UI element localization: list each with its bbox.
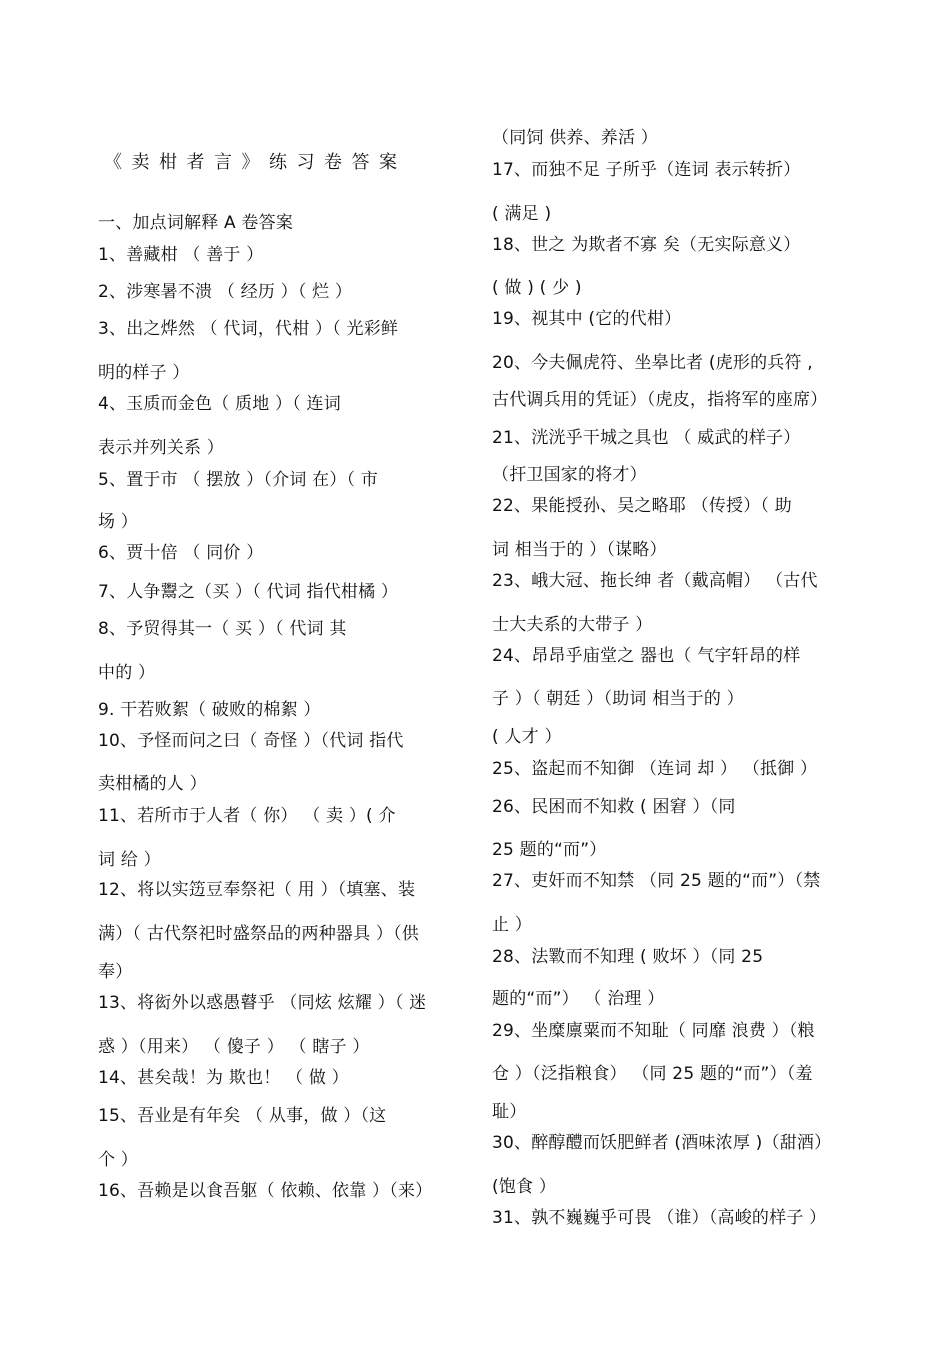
answer-line: 题的“而”） （ 治理 ） xyxy=(492,989,665,1009)
document-title: 《卖柑者言》练习卷答案 xyxy=(104,152,407,173)
answer-line: 子 ）（ 朝廷 ）（助词 相当于的 ） xyxy=(492,689,744,709)
answer-line: 明的样子 ） xyxy=(98,363,190,383)
answer-line: ( 做 ) ( 少 ) xyxy=(492,278,582,298)
answer-line: 26、民困而不知救 ( 困窘 ）（同 xyxy=(492,797,736,817)
answer-line: 4、玉质而金色（ 质地 ）（ 连词 xyxy=(98,394,341,414)
answer-line: ( 人才 ） xyxy=(492,727,562,747)
answer-line: 满）（ 古代祭祀时盛祭品的两种器具 ）（供 xyxy=(98,924,420,944)
answer-line: 21、洸洸乎干城之具也 （ 威武的样子） xyxy=(492,428,801,448)
answer-line: 个 ） xyxy=(98,1150,139,1170)
answer-line: 14、甚矣哉！为 欺也！ （ 做 ） xyxy=(98,1068,349,1088)
answer-line: 13、将衒外以惑愚瞽乎 （同炫 炫耀 ）（ 迷 xyxy=(98,993,427,1013)
answer-line: 19、视其中 (它的代柑） xyxy=(492,309,682,329)
answer-line: 耻） xyxy=(492,1102,527,1122)
answer-line: 中的 ） xyxy=(98,663,156,683)
answer-line: 士大夫系的大带子 ） xyxy=(492,615,653,635)
answer-line: 17、而独不足 子所乎（连词 表示转折） xyxy=(492,160,801,180)
answer-line: 25 题的“而”） xyxy=(492,840,607,860)
answer-line: 2、涉寒暑不溃 （ 经历 ）（ 烂 ） xyxy=(98,282,353,302)
answer-line: 古代调兵用的凭证）（虎皮，指将军的座席） xyxy=(492,390,828,410)
answer-line: （同饲 供养、养活 ） xyxy=(492,128,659,148)
answer-line: 奉） xyxy=(98,962,133,982)
answer-line: 24、昂昂乎庙堂之 器也（ 气宇轩昂的样 xyxy=(492,646,801,666)
answer-line: 7、人争鬻之（买 ）（ 代词 指代柑橘 ） xyxy=(98,582,399,602)
answer-line: 词 给 ） xyxy=(98,850,161,870)
answer-line: 27、吏奸而不知禁 （同 25 题的“而”）（禁 xyxy=(492,871,821,891)
answer-line: 9. 干若败絮（ 破败的棉絮 ） xyxy=(98,700,321,720)
answer-line: 惑 ）（用来） （ 傻子 ） （ 瞎子 ） xyxy=(98,1037,370,1057)
answer-line: 12、将以实笾豆奉祭祀（ 用 ）（填塞、装 xyxy=(98,880,416,900)
answer-line: 卖柑橘的人 ） xyxy=(98,774,207,794)
answer-line: 词 相当于的 ）（谋略） xyxy=(492,540,667,560)
answer-line: 15、吾业是有年矣 （ 从事，做 ）（这 xyxy=(98,1106,387,1126)
answer-line: 22、果能授孙、吴之略耶 （传授）（ 助 xyxy=(492,496,792,516)
answer-line: 止 ） xyxy=(492,915,533,935)
answer-line: 5、置于市 （ 摆放 ）（介词 在）（ 市 xyxy=(98,470,379,490)
answer-line: 29、坐糜廪粟而不知耻（ 同靡 浪费 ）（粮 xyxy=(492,1021,815,1041)
answer-line: 8、予贸得其一（ 买 ）（ 代词 其 xyxy=(98,619,347,639)
answer-line: 6、贾十倍 （ 同价 ） xyxy=(98,543,264,563)
answer-line: （扞卫国家的将才） xyxy=(492,465,647,485)
answer-line: 20、今夫佩虎符、坐皋比者 (虎形的兵符 , xyxy=(492,353,813,373)
answer-line: 11、若所市于人者（ 你） （ 卖 ）( 介 xyxy=(98,806,396,826)
answer-line: 18、世之 为欺者不寡 矣（无实际意义） xyxy=(492,235,801,255)
answer-line: 3、出之烨然 （ 代词，代柑 ）（ 光彩鲜 xyxy=(98,319,399,339)
answer-line: 25、盗起而不知御 （连词 却 ） （抵御 ） xyxy=(492,759,818,779)
answer-line: (饱食 ） xyxy=(492,1177,557,1197)
answer-line: ( 满足 ) xyxy=(492,204,552,224)
answer-line: 10、予怪而问之曰（ 奇怪 ）（代词 指代 xyxy=(98,731,404,751)
answer-line: 30、醉醇醴而饫肥鲜者 (酒味浓厚 )（甜酒） xyxy=(492,1133,832,1153)
answer-line: 表示并列关系 ） xyxy=(98,438,225,458)
section-heading: 一、加点词解释 A 卷答案 xyxy=(98,213,294,233)
answer-line: 1、善藏柑 （ 善于 ） xyxy=(98,245,264,265)
answer-line: 23、峨大冠、拖长绅 者（戴高帽） （古代 xyxy=(492,571,818,591)
answer-line: 31、孰不巍巍乎可畏 （谁）（高峻的样子 ） xyxy=(492,1208,827,1228)
answer-line: 场 ） xyxy=(98,512,139,532)
answer-line: 16、吾赖是以食吾躯（ 依赖、依靠 ）（来） xyxy=(98,1181,433,1201)
answer-line: 仓 ）（泛指粮食） （同 25 题的“而”）（羞 xyxy=(492,1064,813,1084)
answer-line: 28、法斁而不知理 ( 败坏 ）（同 25 xyxy=(492,947,764,967)
